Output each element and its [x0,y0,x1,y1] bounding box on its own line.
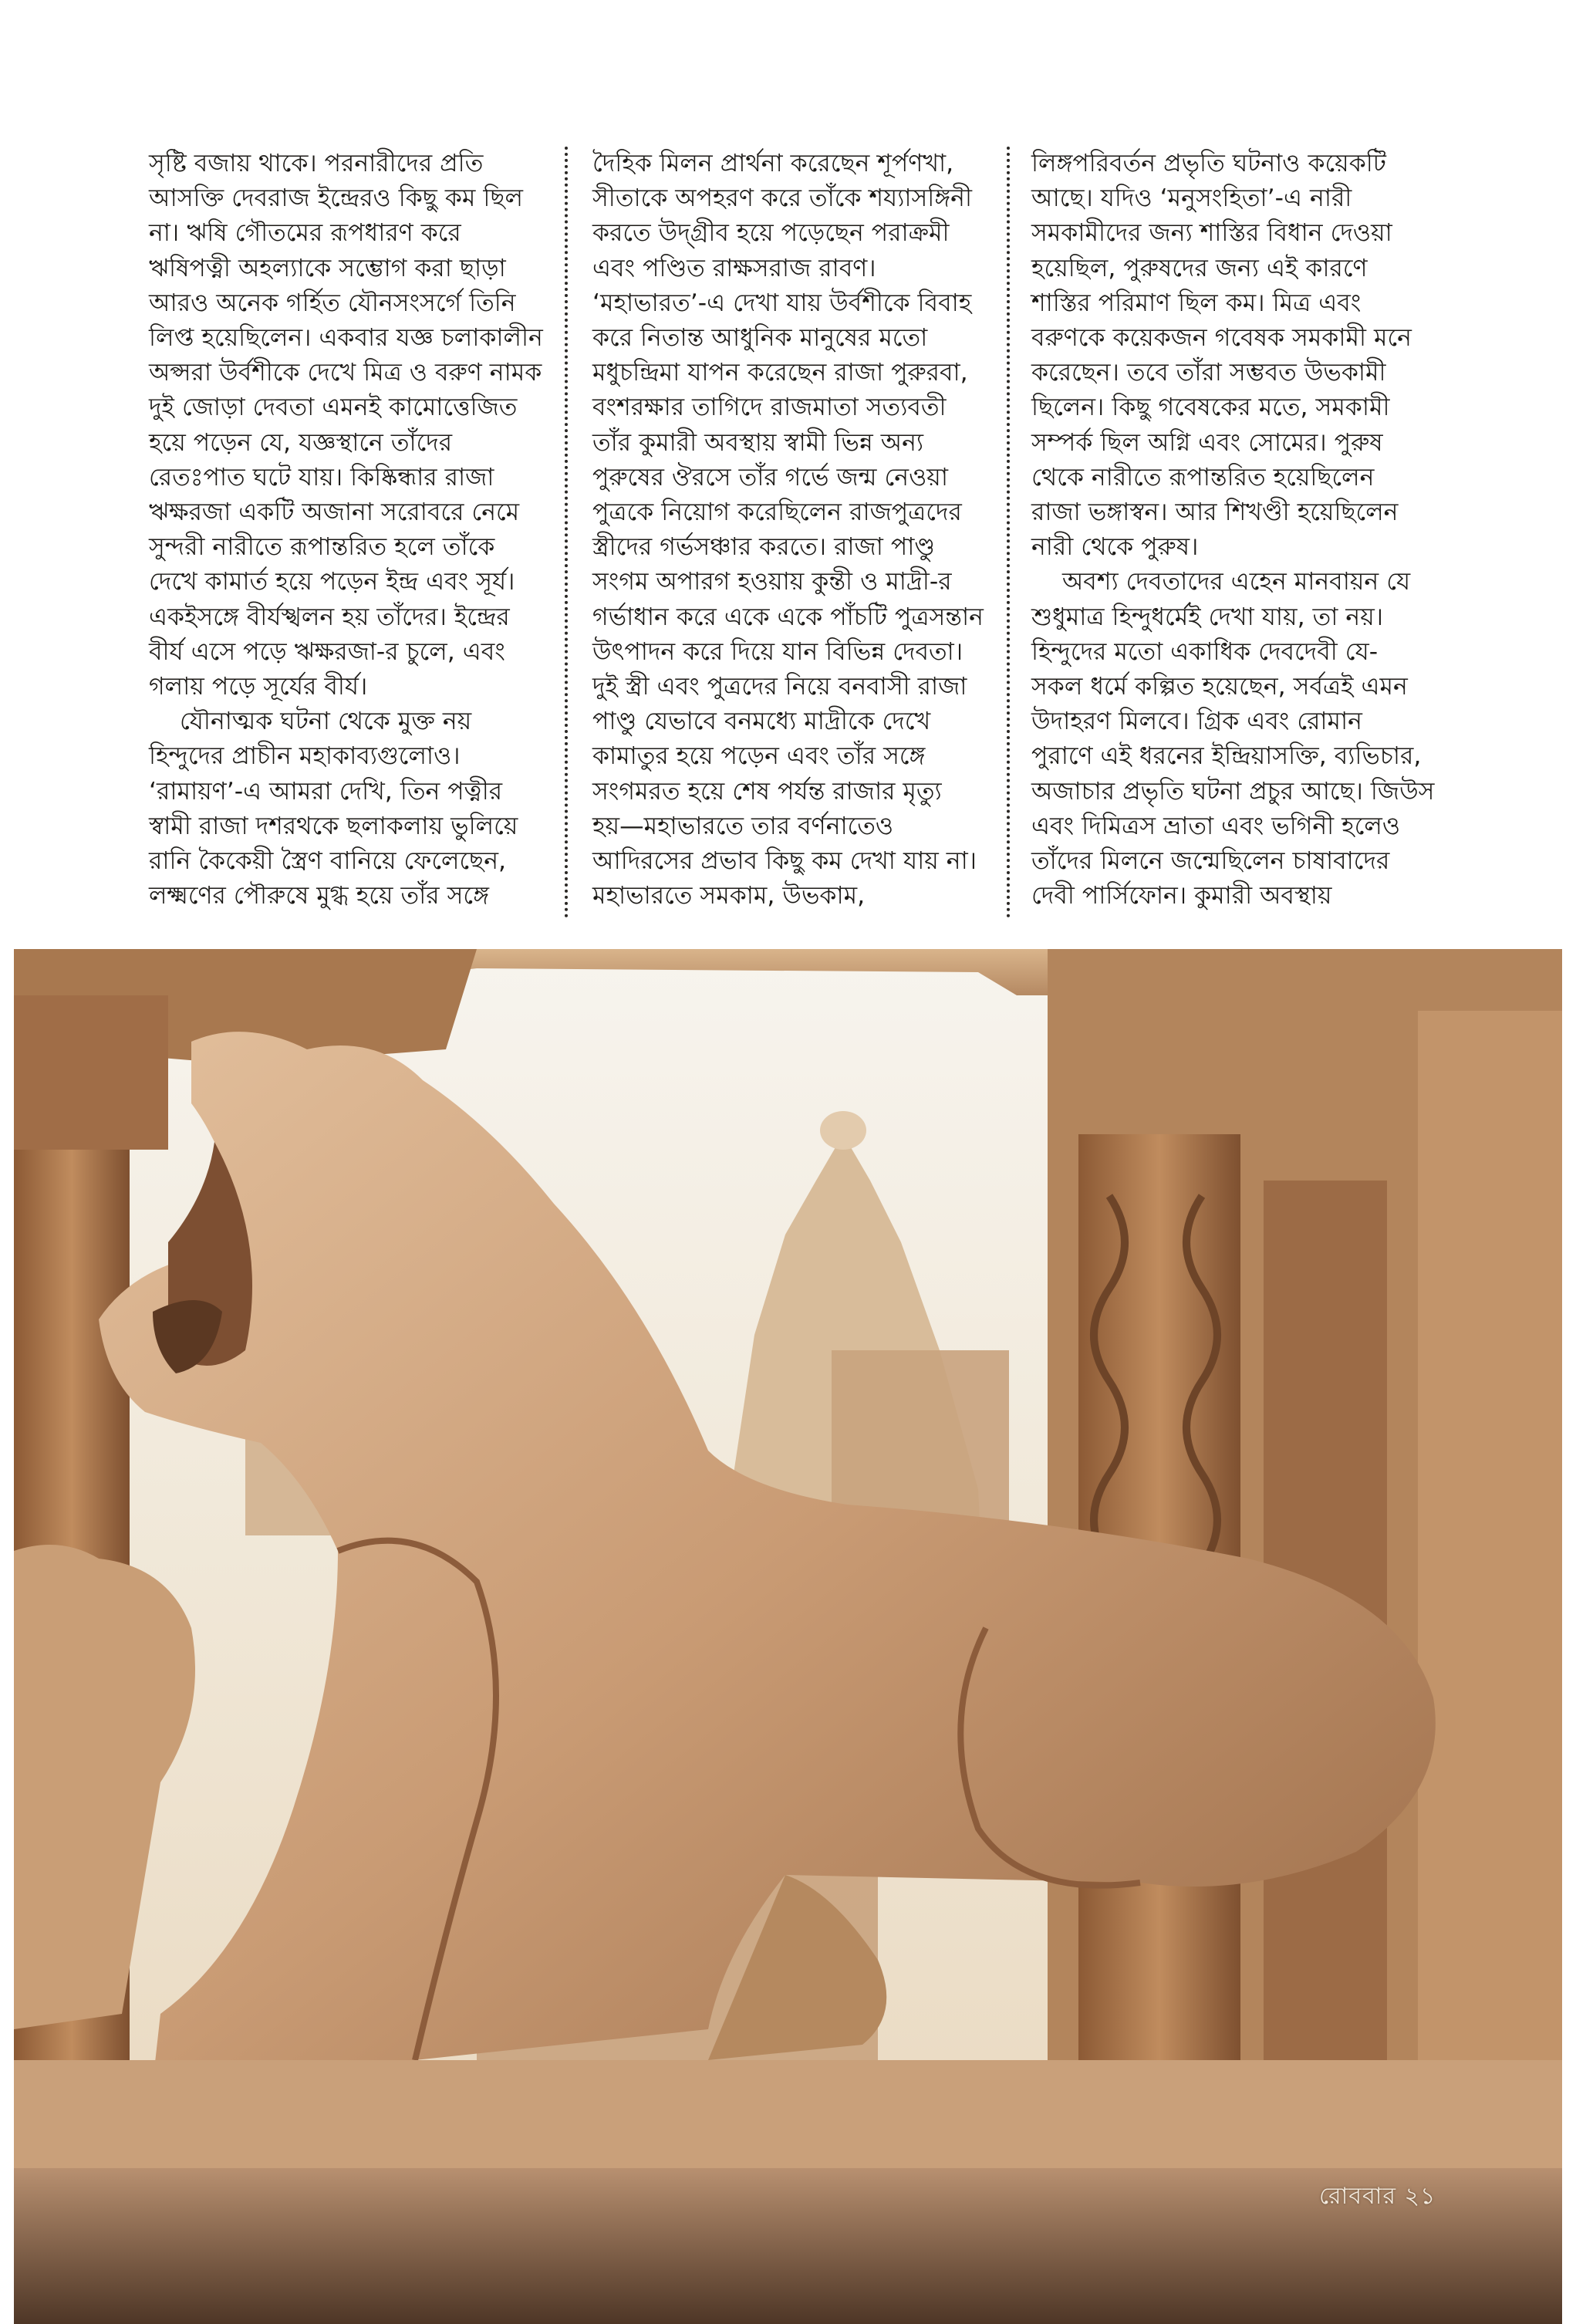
left-figure-sculpture [14,1545,195,2029]
text-line: তাঁদের মিলনে জন্মেছিলেন চাষাবাদের [1031,847,1390,876]
text-line: লিপ্ত হয়েছিলেন। একবার যজ্ঞ চলাকালীন [149,324,543,353]
paragraph-start-line: যৌনাত্মক ঘটনা থেকে মুক্ত নয় [180,708,472,736]
text-line: থেকে নারীতে রূপান্তরিত হয়েছিলেন [1031,463,1375,491]
text-line: রাজা ভঙ্গাস্বন। আর শিখণ্ডী হয়েছিলেন [1031,498,1399,527]
text-line: করতে উদ্‌গ্রীব হয়ে পড়েছেন পরাক্রমী [592,219,950,248]
text-line: এবং পণ্ডিত রাক্ষসরাজ রাবণ। [592,254,876,282]
text-line: না। ঋষি গৌতমের রূপধারণ করে [149,219,461,248]
text-line: সীতাকে অপহরণ করে তাঁকে শয্যাসঙ্গিনী [592,184,972,213]
column-divider [1007,147,1010,918]
text-line: এবং দিমিত্রস ভ্রাতা এবং ভগিনী হলেও [1031,812,1401,840]
text-line: দুই স্ত্রী এবং পুত্রদের নিয়ে বনবাসী রাজা [592,673,967,701]
text-line: নারী থেকে পুরুষ। [1031,533,1199,562]
text-line: আছে। যদিও ‘মনুসংহিতা’-এ নারী [1031,184,1352,213]
text-line: উদাহরণ মিলবে। গ্রিক এবং রোমান [1031,708,1362,736]
text-line: আদিরসের প্রভাব কিছু কম দেখা যায় না। [592,847,977,876]
text-line: পুরুষের ঔরসে তাঁর গর্ভে জন্ম নেওয়া [592,463,948,491]
column-divider [565,147,568,918]
text-line: ছিলেন। কিছু গবেষকের মতে, সমকামী [1031,394,1390,422]
stone-plinth [14,2060,1562,2168]
text-line: হিন্দুদের প্রাচীন মহাকাব্যগুলোও। [149,742,461,771]
text-line: অজাচার প্রভৃতি ঘটনা প্রচুর আছে। জিউস [1031,777,1435,806]
text-line: দুই জোড়া দেবতা এমনই কামোত্তেজিত [149,394,518,422]
text-line: স্ত্রীদের গর্ভসঞ্চার করতে। রাজা পাণ্ডু [592,533,936,562]
text-line: লক্ষ্মণের পৌরুষে মুগ্ধ হয়ে তাঁর সঙ্গে [149,882,489,910]
article-text-area [0,0,1576,926]
text-line: মধুচন্দ্রিমা যাপন করেছেন রাজা পুরুরবা, [592,359,968,387]
text-line: হয়েছিল, পুরুষদের জন্য এই কারণে [1031,254,1368,282]
text-line: সংগমরত হয়ে শেষ পর্যন্ত রাজার মৃত্যু [592,777,942,806]
article-column-3 [1031,147,1448,914]
text-line: আরও অনেক গর্হিত যৌনসংসর্গে তিনি [149,289,516,317]
text-line: রেতঃপাত ঘটে যায়। কিষ্কিন্ধার রাজা [149,463,494,491]
text-line: পাণ্ডু যেভাবে বনমধ্যে মাদ্রীকে দেখে [592,708,931,736]
text-line: হিন্দুদের মতো একাধিক দেবদেবী যে- [1031,637,1379,666]
article-column-2 [592,147,994,914]
text-line: ‘রামায়ণ’-এ আমরা দেখি, তিন পত্নীর [149,777,503,806]
text-line: সমকামীদের জন্য শাস্তির বিধান দেওয়া [1031,219,1392,248]
text-line: সকল ধর্মে কল্পিত হয়েছেন, সর্বত্রই এমন [1031,673,1408,701]
paragraph-start-line: অবশ্য দেবতাদের এহেন মানবায়ন যে [1062,568,1411,596]
text-line: তাঁর কুমারী অবস্থায় স্বামী ভিন্ন অন্য [592,428,924,457]
text-line: মহাভারতে সমকাম, উভকাম, [592,882,866,910]
text-line: বরুণকে কয়েকজন গবেষক সমকামী মনে [1031,324,1412,353]
text-line: বংশরক্ষার তাগিদে রাজমাতা সত্যবতী [592,394,947,422]
text-line: শাস্তির পরিমাণ ছিল কম। মিত্র এবং [1031,289,1362,317]
text-line: উৎপাদন করে দিয়ে যান বিভিন্ন দেবতা। [592,637,963,666]
text-line: সংগম অপারগ হওয়ায় কুন্তী ও মাদ্রী-র [592,568,952,596]
text-line: অপ্সরা উর্বশীকে দেখে মিত্র ও বরুণ নামক [149,359,542,387]
text-line: স্বামী রাজা দশরথকে ছলাকলায় ভুলিয়ে [149,812,518,840]
page-folio: রোববার ২১ [1319,2183,1436,2210]
text-line: পুরাণে এই ধরনের ইন্দ্রিয়াসক্তি, ব্যভিচার, [1031,742,1422,771]
article-column-1 [149,147,550,914]
text-line: দেবী পার্সিফোন। কুমারী অবস্থায় [1031,882,1332,910]
text-line: সৃষ্টি বজায় থাকে। পরনারীদের প্রতি [149,150,484,177]
text-line: করে নিতান্ত আধুনিক মানুষের মতো [592,324,928,353]
text-line: হয়—মহাভারতে তার বর্ণনাতেও [592,812,894,840]
text-line: পুত্রকে নিয়োগ করেছিলেন রাজপুত্রদের [592,498,962,527]
text-line: ঋষিপত্নী অহল্যাকে সম্ভোগ করা ছাড়া [149,254,506,282]
text-line: ‘মহাভারত’-এ দেখা যায় উর্বশীকে বিবাহ [592,289,972,317]
text-line: রানি কৈকেয়ী স্ত্রৈণ বানিয়ে ফেলেছেন, [149,847,507,876]
text-line: গর্ভাধান করে একে একে পাঁচটি পুত্রসন্তান [592,603,984,631]
text-line: বীর্য এসে পড়ে ঋক্ষরজা-র চুলে, এবং [149,637,505,666]
text-line: দেখে কামার্ত হয়ে পড়েন ইন্দ্র এবং সূর্য। [149,568,515,596]
text-line: দৈহিক মিলন প্রার্থনা করেছেন শূর্পণখা, [592,150,954,177]
text-line: কামাতুর হয়ে পড়েন এবং তাঁর সঙ্গে [592,742,926,771]
temple-lion-photo [14,949,1562,2324]
text-line: হয়ে পড়েন যে, যজ্ঞস্থানে তাঁদের [149,428,453,457]
text-line: সম্পর্ক ছিল অগ্নি এবং সোমের। পুরুষ [1031,428,1383,457]
text-line: লিঙ্গপরিবর্তন প্রভৃতি ঘটনাও কয়েকটি [1031,150,1386,177]
text-line: গলায় পড়ে সূর্যের বীর্য। [149,673,368,701]
text-line: ঋক্ষরজা একটি অজানা সরোবরে নেমে [149,498,520,527]
text-line: আসক্তি দেবরাজ ইন্দ্রেরও কিছু কম ছিল [149,184,524,213]
text-line: একইসঙ্গে বীর্যস্খলন হয় তাঁদের। ইন্দ্রের [149,603,510,631]
text-line: শুধুমাত্র হিন্দুধর্মেই দেখা যায়, তা নয়। [1031,603,1384,631]
text-line: করেছেন। তবে তাঁরা সম্ভবত উভকামী [1031,359,1386,387]
text-line: সুন্দরী নারীতে রূপান্তরিত হলে তাঁকে [149,533,495,562]
